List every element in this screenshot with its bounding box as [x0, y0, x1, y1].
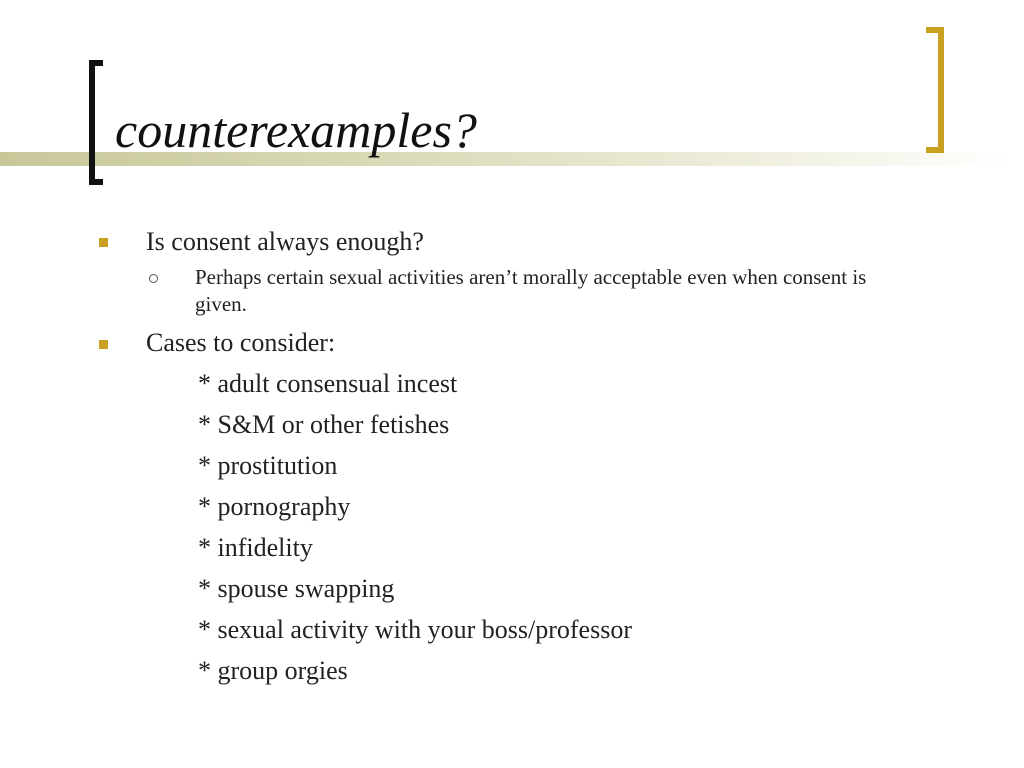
case-item: * S&M or other fetishes	[198, 410, 450, 439]
case-item: * spouse swapping	[198, 574, 395, 603]
case-item: * infidelity	[198, 533, 313, 562]
circle-bullet-icon	[149, 274, 158, 283]
square-bullet-icon	[99, 238, 108, 247]
case-item: * group orgies	[198, 656, 348, 685]
slide-title: counterexamples?	[115, 102, 477, 158]
case-item: * sexual activity with your boss/professor	[198, 615, 632, 644]
right-bracket-decoration	[926, 27, 944, 153]
left-bracket-decoration	[89, 60, 103, 185]
case-item: * adult consensual incest	[198, 369, 458, 398]
bullet-text: Is consent always enough?	[146, 227, 424, 256]
case-item: * pornography	[198, 492, 351, 521]
square-bullet-icon	[99, 340, 108, 349]
sub-bullet-text: Perhaps certain sexual activities aren’t morally acceptable even when consent is given.	[195, 265, 867, 316]
bullet-text: Cases to consider:	[146, 328, 336, 357]
case-item: * prostitution	[198, 451, 338, 480]
